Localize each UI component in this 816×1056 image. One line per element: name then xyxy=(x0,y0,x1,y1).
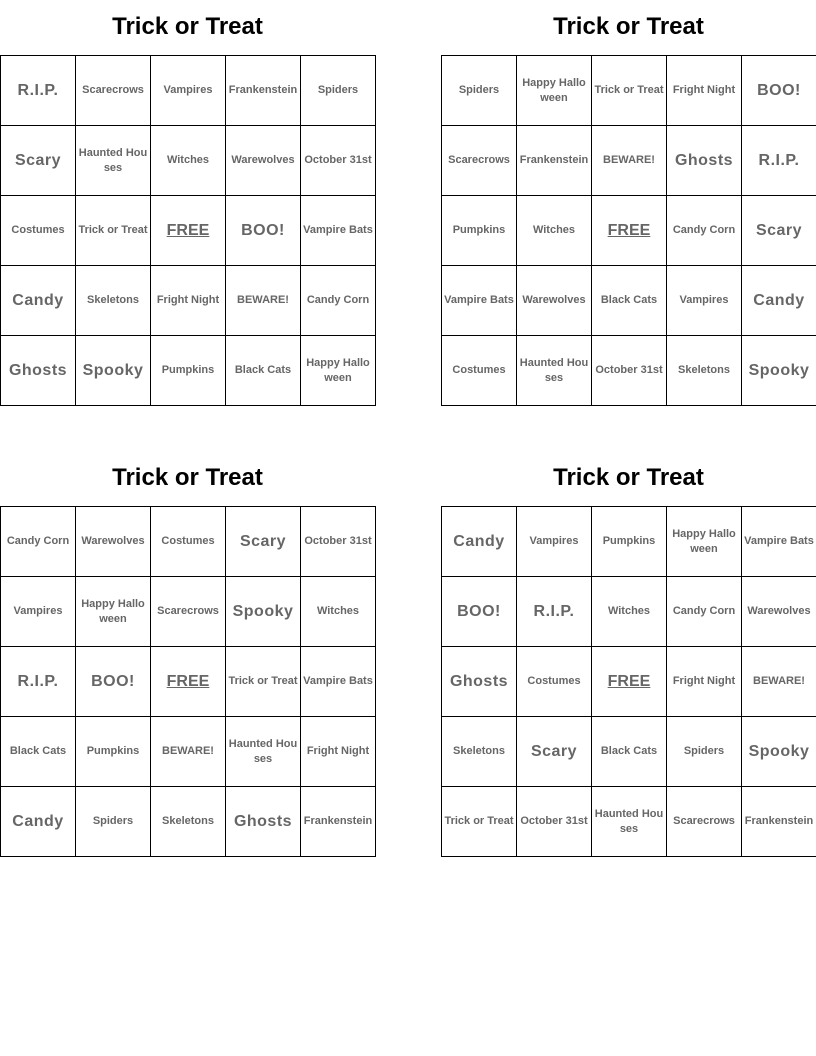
bingo-cell: Costumes xyxy=(1,196,76,266)
bingo-cell: Scary xyxy=(742,196,816,266)
bingo-cell: BOO! xyxy=(226,196,301,266)
card-title: Trick or Treat xyxy=(112,464,263,491)
card-title: Trick or Treat xyxy=(553,13,704,40)
free-space-cell: FREE xyxy=(592,196,667,266)
grid-row xyxy=(442,507,816,577)
bingo-grid xyxy=(441,506,816,857)
bingo-cell: Fright Night xyxy=(301,717,376,787)
bingo-cell: Black Cats xyxy=(1,717,76,787)
bingo-cell: Vampires xyxy=(151,56,226,126)
bingo-cell: Spiders xyxy=(301,56,376,126)
grid-row xyxy=(1,56,376,126)
bingo-cell: Ghosts xyxy=(1,336,76,406)
bingo-cell: Frankenstein xyxy=(517,126,592,196)
bingo-cell: Frankenstein xyxy=(226,56,301,126)
bingo-cell: Fright Night xyxy=(151,266,226,336)
bingo-cell: Trick or Treat xyxy=(76,196,151,266)
grid-row xyxy=(1,787,376,857)
grid-row xyxy=(1,196,376,266)
bingo-cell: Trick or Treat xyxy=(226,647,301,717)
bingo-cell: Candy xyxy=(1,787,76,857)
grid-row xyxy=(442,56,816,126)
bingo-cell: October 31st xyxy=(301,126,376,196)
bingo-cell: Haunted Houses xyxy=(592,787,667,857)
bingo-cell: October 31st xyxy=(592,336,667,406)
grid-row xyxy=(442,647,816,717)
bingo-cell: Black Cats xyxy=(592,717,667,787)
bingo-cell: Candy Corn xyxy=(667,577,742,647)
grid-row xyxy=(1,336,376,406)
bingo-cell: Candy Corn xyxy=(1,507,76,577)
bingo-cell: Warewolves xyxy=(226,126,301,196)
bingo-cell: Scarecrows xyxy=(76,56,151,126)
bingo-cell: Vampires xyxy=(517,507,592,577)
bingo-cell: Happy Halloween xyxy=(301,336,376,406)
bingo-cell: Vampire Bats xyxy=(742,507,816,577)
bingo-cell: Warewolves xyxy=(742,577,816,647)
bingo-cell: Black Cats xyxy=(592,266,667,336)
bingo-cell: Costumes xyxy=(151,507,226,577)
bingo-cell: Spiders xyxy=(442,56,517,126)
bingo-cell: Ghosts xyxy=(667,126,742,196)
bingo-cell: Witches xyxy=(517,196,592,266)
bingo-cell: Costumes xyxy=(442,336,517,406)
bingo-cell: Skeletons xyxy=(151,787,226,857)
grid-row xyxy=(442,196,816,266)
bingo-grid xyxy=(0,55,376,406)
bingo-cell: Skeletons xyxy=(76,266,151,336)
bingo-cell: Candy Corn xyxy=(667,196,742,266)
bingo-cell: Vampires xyxy=(1,577,76,647)
bingo-cell: Warewolves xyxy=(76,507,151,577)
bingo-cell: R.I.P. xyxy=(1,647,76,717)
bingo-cell: Frankenstein xyxy=(742,787,816,857)
bingo-cell: Spiders xyxy=(76,787,151,857)
grid-row xyxy=(1,507,376,577)
bingo-cell: Pumpkins xyxy=(76,717,151,787)
bingo-cell: Haunted Houses xyxy=(517,336,592,406)
bingo-cell: BOO! xyxy=(76,647,151,717)
card-title: Trick or Treat xyxy=(553,464,704,491)
grid-row xyxy=(1,126,376,196)
bingo-cell: Witches xyxy=(151,126,226,196)
bingo-cell: Fright Night xyxy=(667,56,742,126)
bingo-cell: Scarecrows xyxy=(442,126,517,196)
bingo-cell: Fright Night xyxy=(667,647,742,717)
grid-row xyxy=(442,266,816,336)
bingo-cell: Trick or Treat xyxy=(442,787,517,857)
bingo-cell: BEWARE! xyxy=(742,647,816,717)
free-space-cell: FREE xyxy=(592,647,667,717)
bingo-cell: Happy Halloween xyxy=(517,56,592,126)
bingo-cell: Trick or Treat xyxy=(592,56,667,126)
bingo-cell: Haunted Houses xyxy=(76,126,151,196)
bingo-cell: Scarecrows xyxy=(667,787,742,857)
grid-row xyxy=(1,577,376,647)
bingo-cell: Scary xyxy=(226,507,301,577)
bingo-cell: Vampire Bats xyxy=(301,647,376,717)
bingo-cell: Costumes xyxy=(517,647,592,717)
bingo-cell: Ghosts xyxy=(442,647,517,717)
grid-row xyxy=(1,717,376,787)
grid-row xyxy=(442,336,816,406)
bingo-cell: Scary xyxy=(1,126,76,196)
bingo-cell: Spooky xyxy=(76,336,151,406)
bingo-cell: Vampire Bats xyxy=(301,196,376,266)
grid-row xyxy=(442,787,816,857)
free-space-cell: FREE xyxy=(151,647,226,717)
grid-row xyxy=(1,647,376,717)
bingo-cell: October 31st xyxy=(517,787,592,857)
bingo-cell: Candy xyxy=(442,507,517,577)
bingo-cell: Pumpkins xyxy=(442,196,517,266)
bingo-cell: BEWARE! xyxy=(592,126,667,196)
free-space-cell: FREE xyxy=(151,196,226,266)
bingo-cell: Ghosts xyxy=(226,787,301,857)
bingo-cell: R.I.P. xyxy=(742,126,816,196)
bingo-cell: BOO! xyxy=(742,56,816,126)
bingo-cell: BOO! xyxy=(442,577,517,647)
bingo-grid xyxy=(441,55,816,406)
grid-row xyxy=(1,266,376,336)
bingo-cell: Haunted Houses xyxy=(226,717,301,787)
bingo-cell: Happy Halloween xyxy=(667,507,742,577)
bingo-cell: Pumpkins xyxy=(151,336,226,406)
bingo-cell: Vampire Bats xyxy=(442,266,517,336)
bingo-cell: Frankenstein xyxy=(301,787,376,857)
grid-row xyxy=(442,717,816,787)
bingo-cell: R.I.P. xyxy=(517,577,592,647)
bingo-cell: Candy xyxy=(1,266,76,336)
bingo-cell: Witches xyxy=(592,577,667,647)
bingo-cell: Vampires xyxy=(667,266,742,336)
bingo-cell: Happy Halloween xyxy=(76,577,151,647)
bingo-cell: Black Cats xyxy=(226,336,301,406)
bingo-cell: BEWARE! xyxy=(151,717,226,787)
card-title: Trick or Treat xyxy=(112,13,263,40)
bingo-cell: Spooky xyxy=(226,577,301,647)
bingo-cell: Scarecrows xyxy=(151,577,226,647)
bingo-cell: Candy Corn xyxy=(301,266,376,336)
bingo-cell: Scary xyxy=(517,717,592,787)
bingo-cell: Spiders xyxy=(667,717,742,787)
bingo-cell: Pumpkins xyxy=(592,507,667,577)
bingo-cell: Skeletons xyxy=(442,717,517,787)
bingo-cell: Spooky xyxy=(742,336,816,406)
bingo-cell: Skeletons xyxy=(667,336,742,406)
bingo-cell: R.I.P. xyxy=(1,56,76,126)
bingo-cell: Warewolves xyxy=(517,266,592,336)
bingo-cell: BEWARE! xyxy=(226,266,301,336)
bingo-cell: Spooky xyxy=(742,717,816,787)
bingo-cell: October 31st xyxy=(301,507,376,577)
bingo-cell: Candy xyxy=(742,266,816,336)
grid-row xyxy=(442,577,816,647)
bingo-cell: Witches xyxy=(301,577,376,647)
bingo-grid xyxy=(0,506,376,857)
grid-row xyxy=(442,126,816,196)
